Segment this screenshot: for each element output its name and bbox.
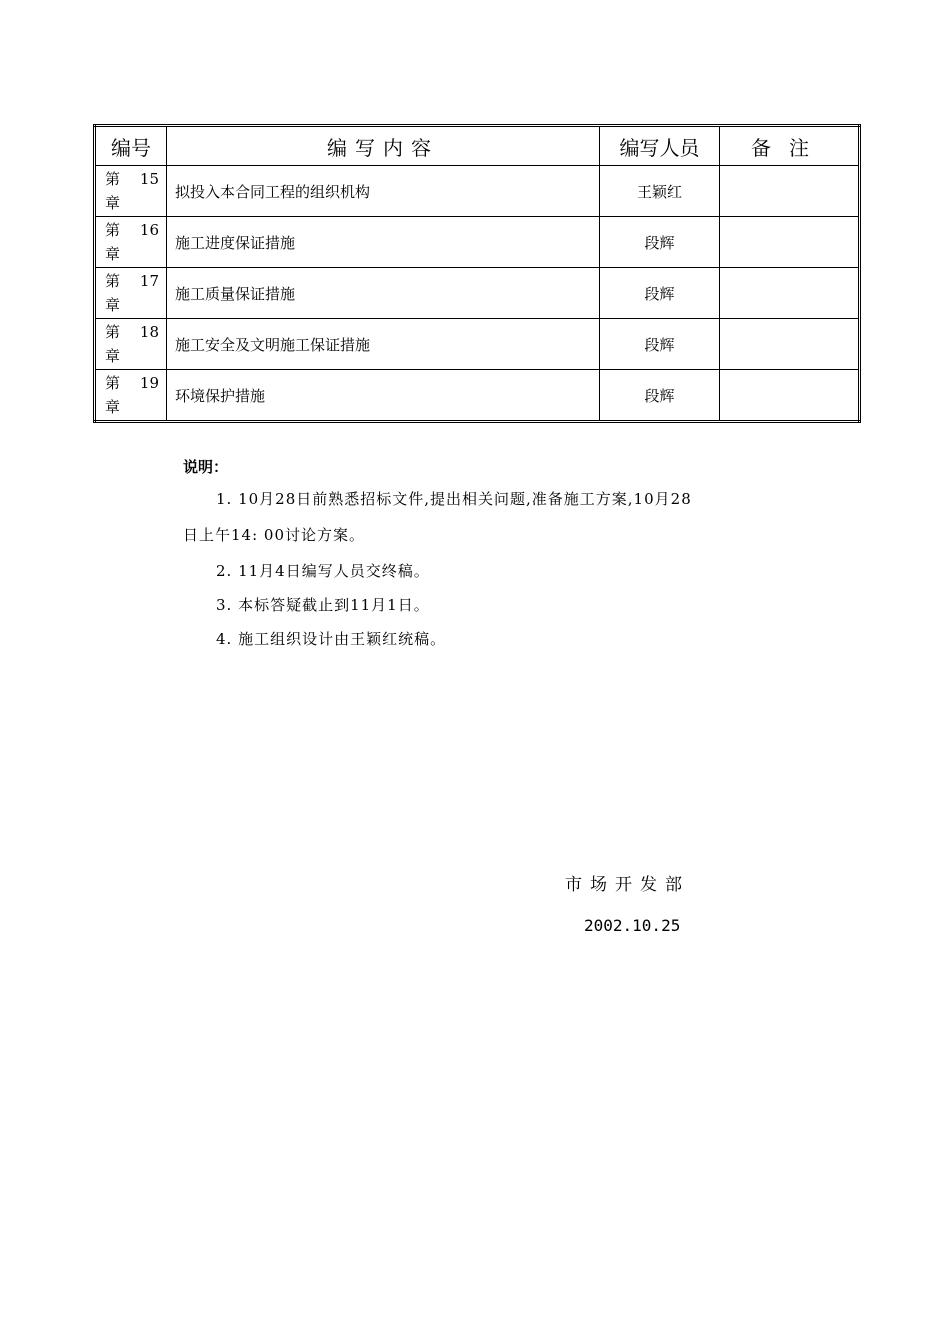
note-item-4: 4. 施工组织设计由王颖红统稿。 <box>216 630 447 648</box>
notes-section <box>183 455 823 661</box>
chapter-suffix: 章 <box>105 296 121 314</box>
note-item-1-line-2: 日上午14: 00讨论方案。 <box>183 526 365 544</box>
content-cell: 施工质量保证措施 <box>167 268 600 319</box>
chapter-suffix: 章 <box>105 194 121 212</box>
remark-cell <box>720 166 860 217</box>
chapter-number-cell <box>95 166 167 217</box>
chapter-prefix: 第 <box>105 170 121 188</box>
author-cell: 段辉 <box>600 370 720 422</box>
chapter-suffix: 章 <box>105 398 121 416</box>
signature-date: 2002.10.25 <box>584 916 681 935</box>
content-cell: 拟投入本合同工程的组织机构 <box>167 166 600 217</box>
chapter-number: 18 <box>139 323 159 341</box>
header-number: 编号 <box>95 126 167 166</box>
chapter-suffix: 章 <box>105 245 121 263</box>
chapter-number-cell <box>95 217 167 268</box>
chapter-suffix: 章 <box>105 347 121 365</box>
chapter-number: 17 <box>139 272 159 290</box>
chapter-number: 16 <box>139 221 159 239</box>
content-cell: 环境保护措施 <box>167 370 600 422</box>
content-cell: 施工安全及文明施工保证措施 <box>167 319 600 370</box>
remark-cell <box>720 370 860 422</box>
chapter-number: 15 <box>139 170 159 188</box>
author-cell: 段辉 <box>600 268 720 319</box>
chapter-number-cell <box>95 370 167 422</box>
chapter-prefix: 第 <box>105 221 121 239</box>
table-row <box>95 166 860 217</box>
remark-cell <box>720 217 860 268</box>
table-header-row <box>95 126 860 166</box>
chapter-prefix: 第 <box>105 323 121 341</box>
header-content: 编写内容 <box>167 126 600 166</box>
notes-title: 说明： <box>183 458 229 476</box>
header-author: 编写人员 <box>600 126 720 166</box>
author-cell: 王颖红 <box>600 166 720 217</box>
chapter-prefix: 第 <box>105 272 121 290</box>
header-remark: 备注 <box>720 126 860 166</box>
table-row <box>95 370 860 422</box>
chapter-number: 19 <box>139 374 159 392</box>
chapter-prefix: 第 <box>105 374 121 392</box>
note-item-3: 3. 本标答疑截止到11月1日。 <box>216 596 430 614</box>
table-row <box>95 319 860 370</box>
remark-cell <box>720 319 860 370</box>
author-cell: 段辉 <box>600 217 720 268</box>
assignment-table <box>93 124 861 423</box>
note-item-2: 2. 11月4日编写人员交终稿。 <box>216 562 430 580</box>
chapter-number-cell <box>95 268 167 319</box>
content-cell: 施工进度保证措施 <box>167 217 600 268</box>
table-row <box>95 268 860 319</box>
table-row <box>95 217 860 268</box>
department-signature: 市场开发部 <box>565 875 690 895</box>
chapter-number-cell <box>95 319 167 370</box>
remark-cell <box>720 268 860 319</box>
note-item-1-line-1: 1. 10月28日前熟悉招标文件,提出相关问题,准备施工方案,10月28 <box>216 490 692 508</box>
author-cell: 段辉 <box>600 319 720 370</box>
